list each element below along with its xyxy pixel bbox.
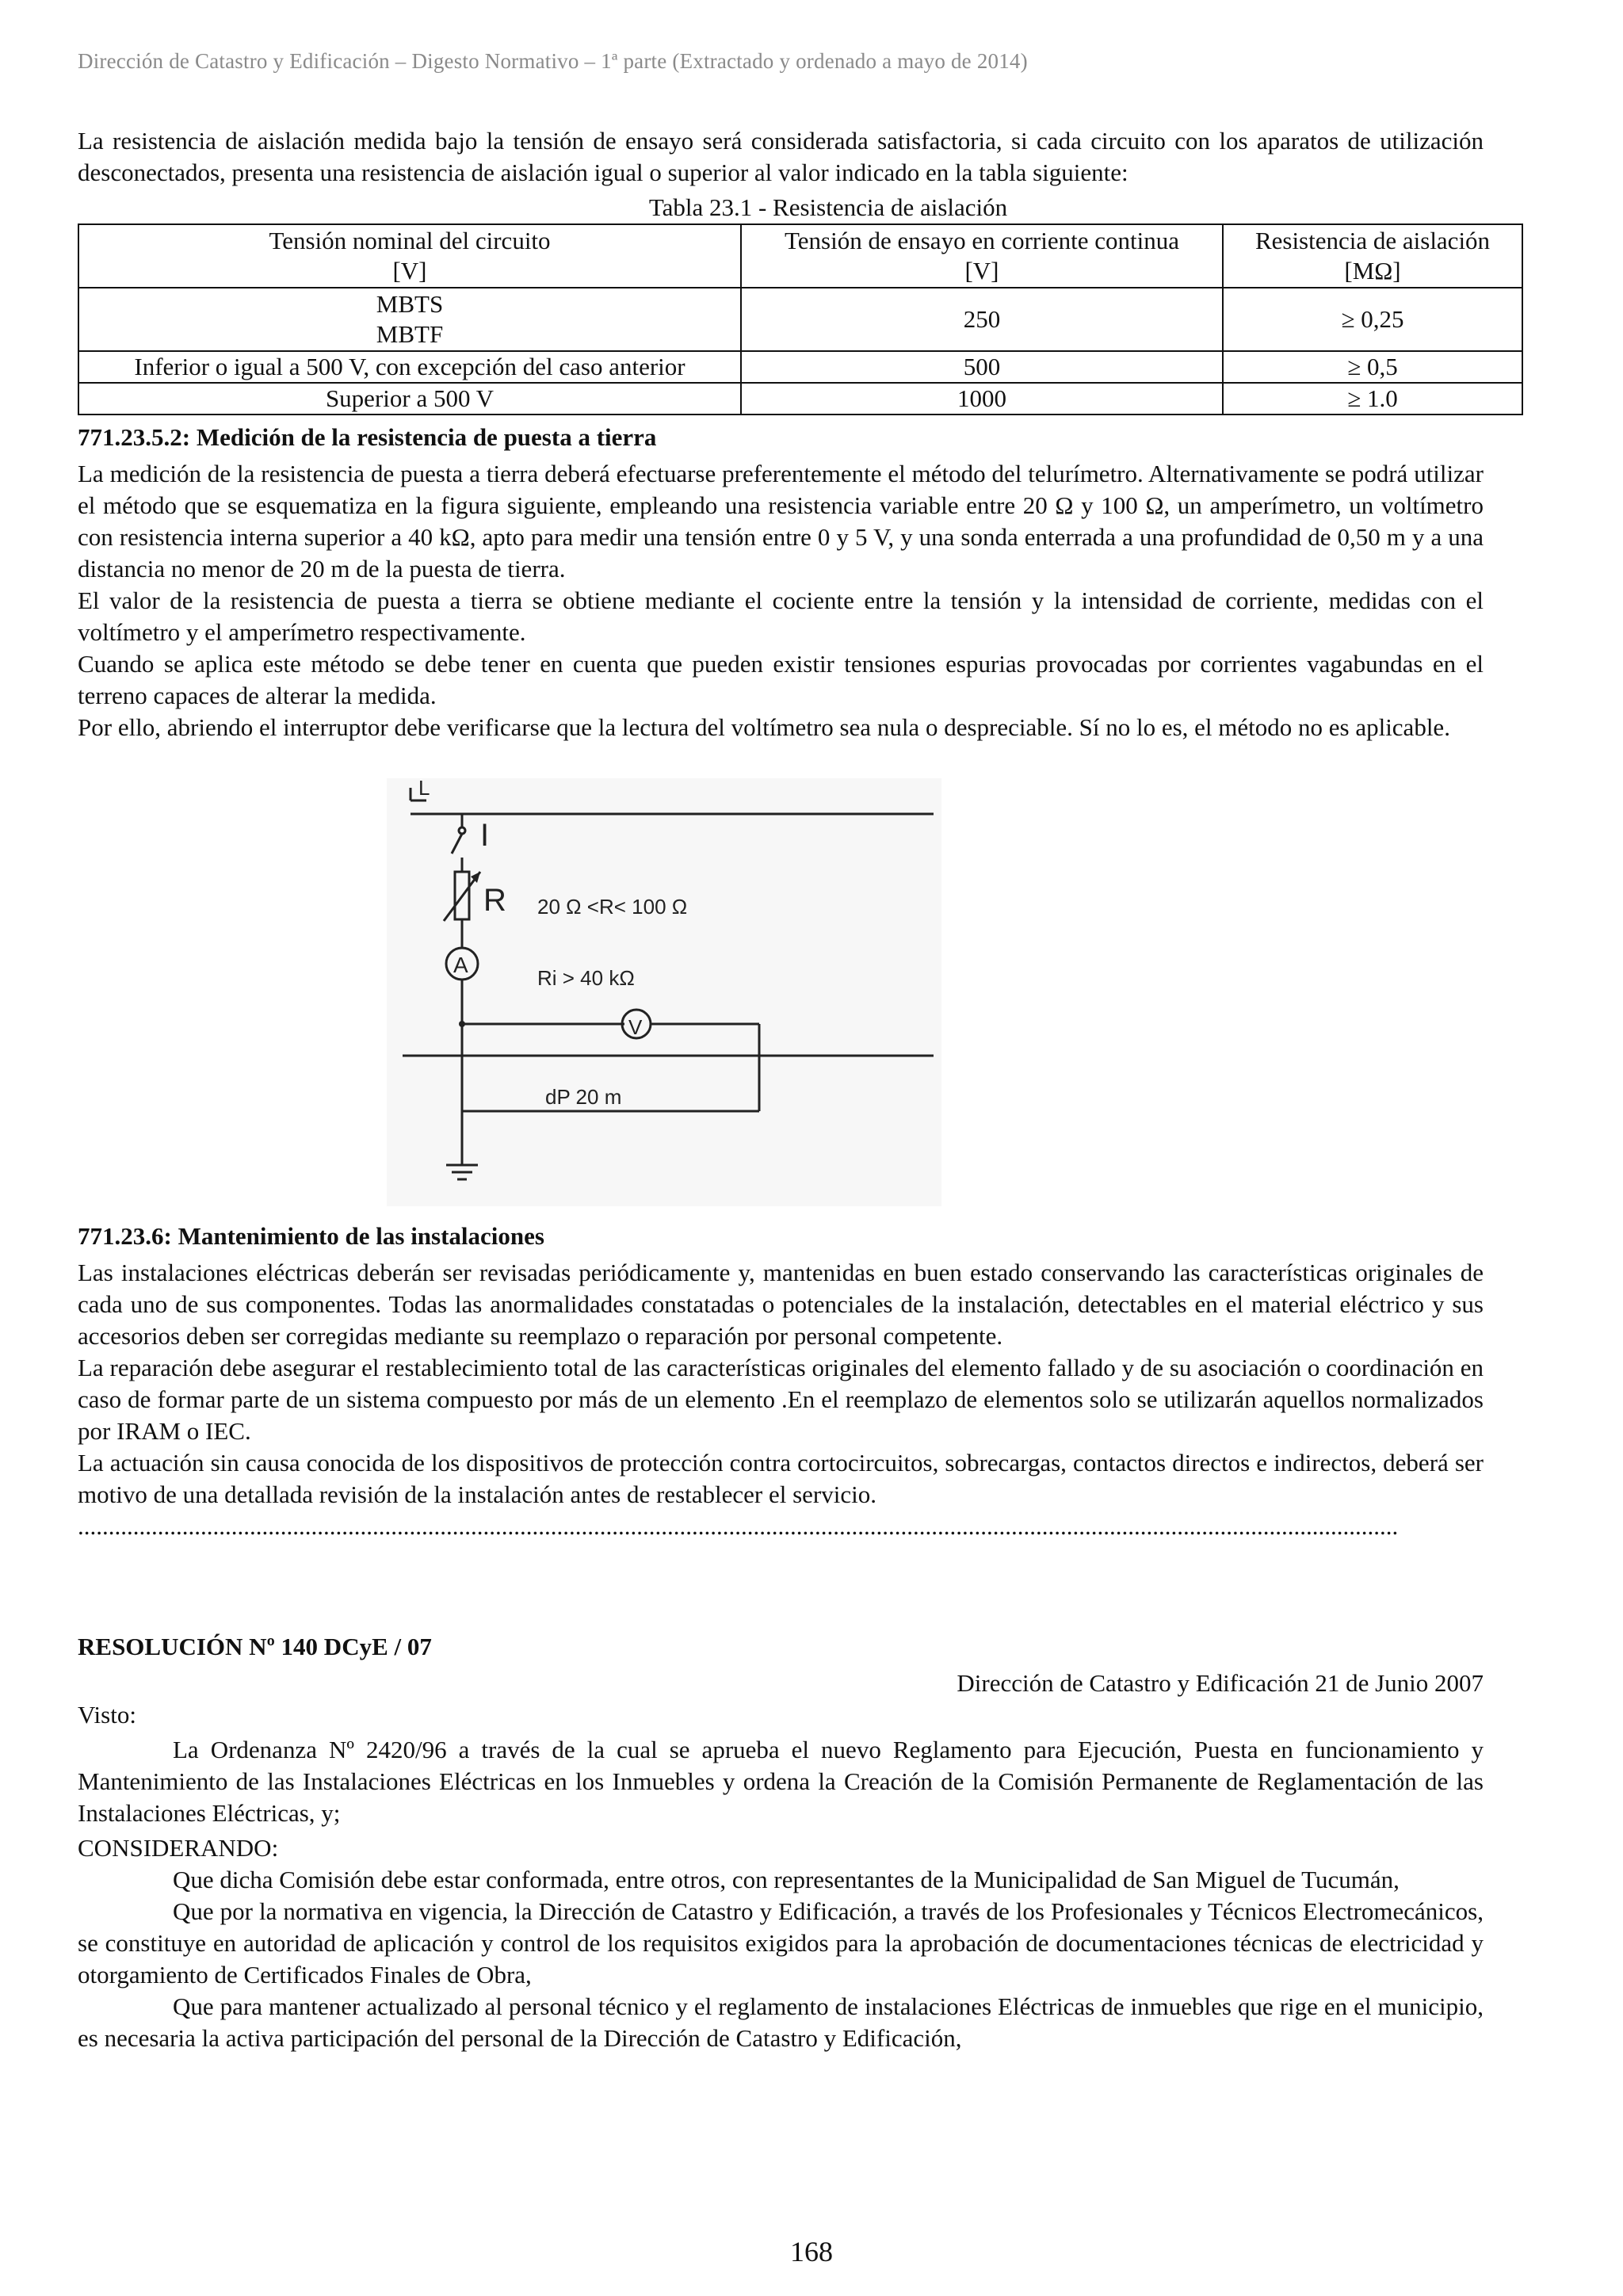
earth-resistance-circuit-diagram xyxy=(387,778,941,1206)
switch-contact xyxy=(459,827,465,834)
resolution-heading: RESOLUCIÓN Nº 140 DCyE / 07 xyxy=(78,1633,432,1660)
label-distance: dP 20 m xyxy=(545,1085,622,1109)
paragraph: Por ello, abriendo el interruptor debe verificarse que la lectura del voltímetro sea nula o despreciable. Sí no lo es, el método no es aplicable. xyxy=(78,713,1450,741)
label-resistance-range: 20 Ω <R< 100 Ω xyxy=(537,895,688,919)
considerando-paragraph: Que dicha Comisión debe estar conformada, entre otros, con representantes de la Municipalidad de San Miguel de Tucumán, xyxy=(173,1866,1400,1893)
label-voltmeter: V xyxy=(628,1015,643,1039)
considerando-label: CONSIDERANDO: xyxy=(78,1834,279,1862)
switch-blade-icon xyxy=(452,834,462,854)
table-cell: ≥ 0,5 xyxy=(1223,351,1522,383)
table-caption: Tabla 23.1 - Resistencia de aislación xyxy=(648,193,1008,221)
considerando-paragraph: Que por la normativa en vigencia, la Dirección de Catastro y Edificación, a través de los Profesionales y Técnicos Electromecánicos, se constituye en autoridad de aplicación y control de los requisitos exigidos para la aprobación de documentaciones técnicas de electricidad y otorgamiento de Certificados Finales de Obra, xyxy=(78,1897,1484,1988)
table-row xyxy=(78,383,1522,415)
table-cell: ≥ 1.0 xyxy=(1223,383,1522,415)
table-row xyxy=(78,288,1522,351)
table-row xyxy=(78,351,1522,383)
header-unit: [MΩ] xyxy=(1344,257,1401,285)
insulation-resistance-table xyxy=(78,223,1523,415)
page-content xyxy=(78,125,1491,2054)
running-header: Dirección de Catastro y Edificación – Digesto Normativo – 1ª parte (Extractado y ordenado a mayo de 2014) xyxy=(78,49,1028,73)
visto-label: Visto: xyxy=(78,1701,136,1729)
label-L: L xyxy=(418,776,430,800)
considerando-paragraph: Que para mantener actualizado al personal técnico y el reglamento de instalaciones Eléctricas de inmuebles que rige en el municipio, es necesaria la activa participación del personal de la Dirección de Catastro y Edificación, xyxy=(78,1992,1484,2052)
cell-text: MBTF xyxy=(376,320,444,348)
table-header-cell xyxy=(78,224,741,288)
label-ammeter: A xyxy=(453,953,468,977)
header-unit: [V] xyxy=(964,257,999,285)
section-heading-maintenance: 771.23.6: Mantenimiento de las instalaciones xyxy=(78,1222,544,1250)
paragraph: Cuando se aplica este método se debe tener en cuenta que pueden existir tensiones espurias provocadas por corrientes vagabundas en el terreno capaces de alterar la medida. xyxy=(78,650,1484,709)
table-cell: 500 xyxy=(741,351,1223,383)
visto-text: La Ordenanza Nº 2420/96 a través de la cual se aprueba el nuevo Reglamento para Ejecución, Puesta en funcionamiento y Mantenimiento de las Instalaciones Eléctricas en los Inmuebles y ordena la Creación de la Comisión Permanente de Reglamentación de las Instalaciones Eléctricas, y; xyxy=(78,1736,1484,1827)
intro-paragraph: La resistencia de aislación medida bajo la tensión de ensayo será considerada satisfactoria, si cada circuito con los aparatos de utilización desconectados, presenta una resistencia de aislación igual o superior al valor indicado en la tabla siguiente: xyxy=(78,127,1484,186)
paragraph: Las instalaciones eléctricas deberán ser revisadas periódicamente y, mantenidas en buen estado conservando las características originales de cada uno de sus componentes. Todas las anormalidades constatadas o potenciales de la instalación, detectables en el material eléctrico y sus accesorios deben ser corregidas mediante su reemplazo o reparación por personal competente. xyxy=(78,1259,1484,1350)
table-header-cell xyxy=(741,224,1223,288)
header-text: Tensión de ensayo en corriente continua xyxy=(785,227,1179,254)
table-cell: 1000 xyxy=(741,383,1223,415)
table-cell: ≥ 0,25 xyxy=(1223,288,1522,351)
header-text: Tensión nominal del circuito xyxy=(269,227,551,254)
resolution-date-line: Dirección de Catastro y Edificación 21 de Junio 2007 xyxy=(957,1669,1484,1697)
label-resistor: R xyxy=(483,883,506,918)
table-cell: 250 xyxy=(741,288,1223,351)
label-switch: I xyxy=(480,818,490,853)
circuit-svg xyxy=(387,778,941,1206)
table-header-row xyxy=(78,224,1522,288)
section-heading-earth-resistance: 771.23.5.2: Medición de la resistencia de puesta a tierra xyxy=(78,423,657,451)
header-text: Resistencia de aislación xyxy=(1254,227,1491,254)
paragraph: El valor de la resistencia de puesta a tierra se obtiene mediante el cociente entre la tensión y la intensidad de corriente, medidas con el voltímetro y el amperímetro respectivamente. xyxy=(78,586,1484,646)
paragraph: La medición de la resistencia de puesta a tierra deberá efectuarse preferentemente el método del telurímetro. Alternativamente se podrá utilizar el método que se esquematiza en la figura siguiente, empleando una resistencia variable entre 20 Ω y 100 Ω, un amperímetro, un voltímetro con resistencia interna superior a 40 kΩ, apto para medir una tensión entre 0 y 5 V, y una sonda enterrada a una profundidad de 0,50 m y a una distancia no menor de 20 m de la puesta de tierra. xyxy=(78,460,1484,583)
table-cell: Inferior o igual a 500 V, con excepción del caso anterior xyxy=(78,351,741,383)
dotted-separator: ....................................................................................................................................................................................................................... xyxy=(78,1512,1399,1540)
table-cell xyxy=(78,288,741,351)
cell-text: MBTS xyxy=(376,290,444,318)
table-cell: Superior a 500 V xyxy=(78,383,741,415)
label-internal-resistance: Ri > 40 kΩ xyxy=(537,966,635,990)
header-unit: [V] xyxy=(392,257,427,285)
page-number: 168 xyxy=(790,2236,833,2267)
paragraph: La reparación debe asegurar el restablecimiento total de las características originales del elemento fallado y de su asociación o coordinación en caso de formar parte de un sistema compuesto por más de un elemento .En el reemplazo de elementos solo se utilizarán aquellos normalizados por IRAM o IEC. xyxy=(78,1354,1484,1445)
paragraph: La actuación sin causa conocida de los dispositivos de protección contra cortocircuitos, sobrecargas, contactos directos e indirectos, deberá ser motivo de una detallada revisión de la instalación antes de restablecer el servicio. xyxy=(78,1449,1484,1508)
junction-dot xyxy=(459,1021,465,1027)
table-header-cell xyxy=(1223,224,1522,288)
